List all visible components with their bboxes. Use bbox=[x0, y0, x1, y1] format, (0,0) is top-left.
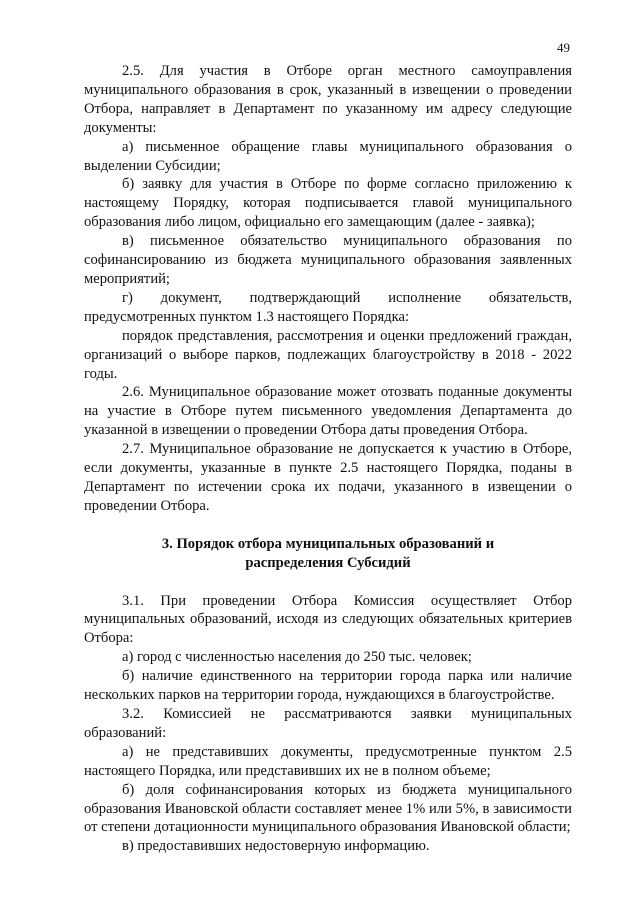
list-item-3-2-a: а) не представивших документы, предусмотренные пунктом 2.5 настоящего Порядка, или представивших их не в полном объеме; bbox=[84, 743, 572, 779]
list-item-2-5-b: б) заявку для участия в Отборе по форме согласно приложению к настоящему Порядку, которая подписывается главой муниципального образования либо лицом, официально его замещающим (далее - заявка); bbox=[84, 176, 572, 231]
section-3-heading bbox=[84, 535, 572, 573]
paragraph-2-6: 2.6. Муниципальное образование может отозвать поданные документы на участие в Отборе путем письменного уведомления Департамента до указанной в извещении о проведении Отбора даты проведения Отбора. bbox=[84, 384, 572, 439]
list-item-3-1-a: а) город с численностью населения до 250 тыс. человек; bbox=[122, 649, 472, 666]
list-item-2-5-v: в) письменное обязательство муниципального образования по софинансированию из бюджета муниципального образования заявленных мероприятий; bbox=[84, 233, 572, 287]
section-heading-line-1: 3. Порядок отбора муниципальных образований и bbox=[161, 535, 495, 552]
paragraph-2-7: 2.7. Муниципальное образование не допускается к участию в Отборе, если документы, указанные в пункте 2.5 настоящего Порядка, поданы в Департамент по истечении срока их подачи, указанного в извещении о проведении Отбора. bbox=[84, 441, 572, 514]
list-item-3-1-b: б) наличие единственного на территории города парка или наличие нескольких парков на территории города, нуждающихся в благоустройстве. bbox=[84, 668, 572, 704]
section-heading-line-2: распределения Субсидий bbox=[245, 554, 411, 571]
paragraph-2-5: 2.5. Для участия в Отборе орган местного самоуправления муниципального образования в срок, указанный в извещении о проведении Отбора, направляет в Департамент по указанному им адресу следующие документы: bbox=[84, 63, 572, 136]
page-content bbox=[84, 62, 572, 856]
list-item-2-5-g: г) документ, подтверждающий исполнение обязательств, предусмотренных пунктом 1.3 настоящего Порядка: bbox=[84, 289, 572, 325]
paragraph-3-2: 3.2. Комиссией не рассматриваются заявки муниципальных образований: bbox=[84, 706, 572, 741]
list-item-2-5-g-detail: порядок представления, рассмотрения и оценки предложений граждан, организаций о выборе парков, подлежащих благоустройству в 2018 - 2022 годы. bbox=[84, 327, 572, 382]
list-item-3-2-b: б) доля софинансирования которых из бюджета муниципального образования Ивановской области составляет менее 1% или 5%, в зависимости от степени дотационности муниципального образования Ивановской области; bbox=[84, 781, 572, 836]
list-item-2-5-a: а) письменное обращение главы муниципального образования о выделении Субсидии; bbox=[84, 138, 572, 174]
paragraph-3-1: 3.1. При проведении Отбора Комиссия осуществляет Отбор муниципальных образований, исходя из следующих обязательных критериев Отбора: bbox=[84, 592, 572, 647]
list-item-3-2-v: в) предоставивших недостоверную информацию. bbox=[122, 838, 430, 855]
page-number: 49 bbox=[557, 40, 570, 55]
